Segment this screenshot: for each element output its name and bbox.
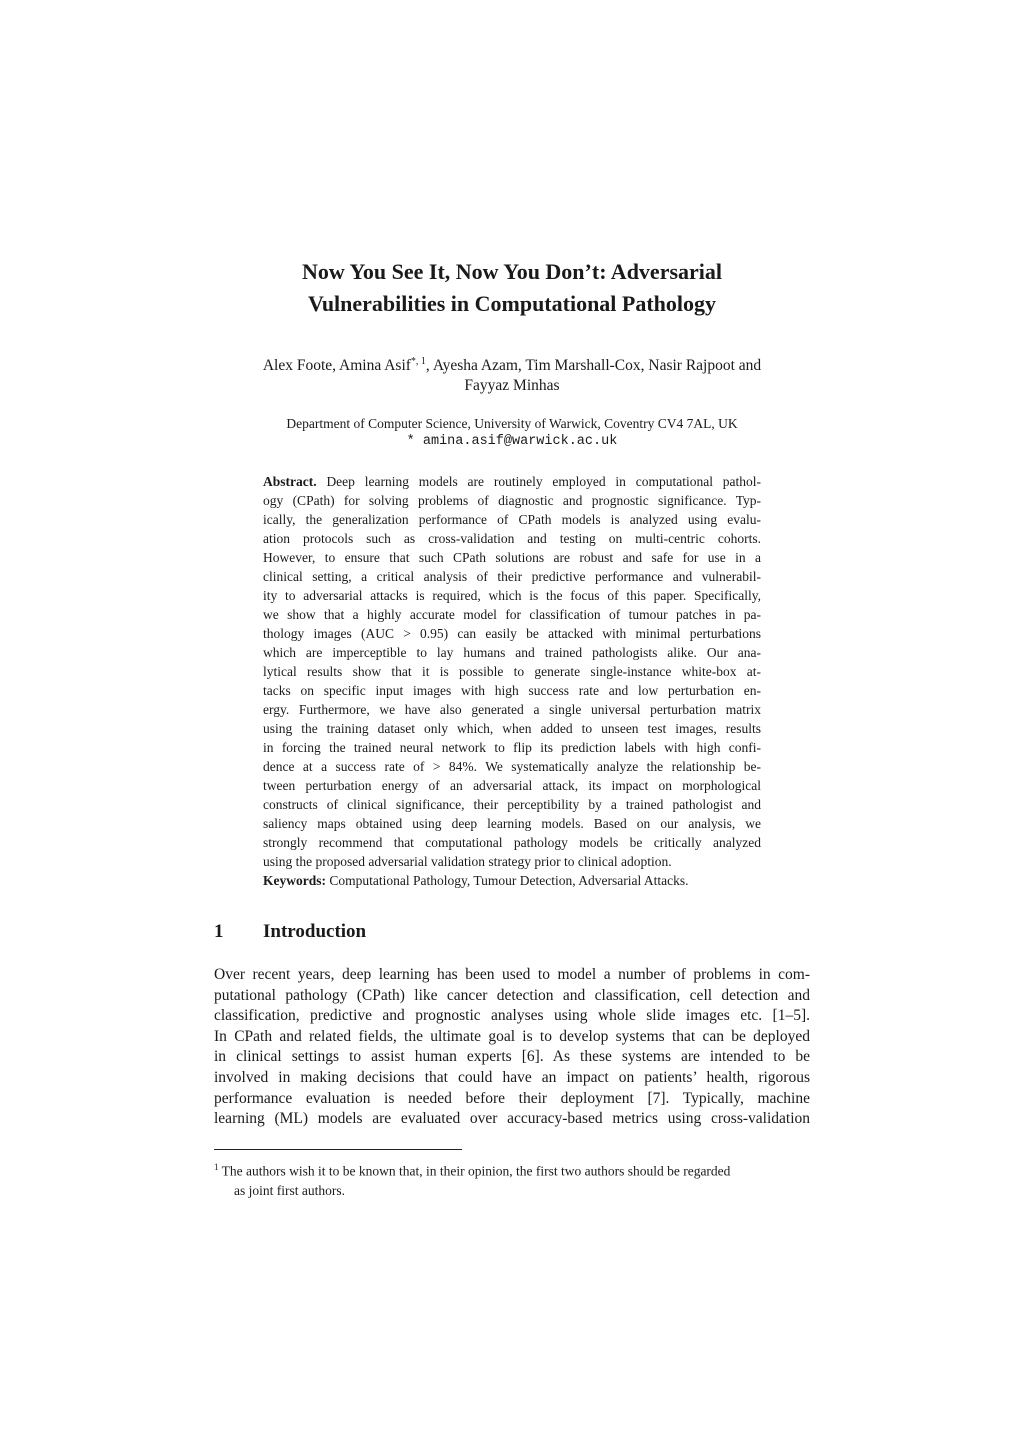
abstract-line: using the proposed adversarial validation strategy prior to clinical adoption. bbox=[263, 854, 672, 869]
abstract-line: ergy. Furthermore, we have also generated a single universal perturbation matrix bbox=[263, 702, 761, 717]
intro-line: classification, predictive and prognostic analyses using whole slide images etc. [1–5]. bbox=[214, 1007, 810, 1025]
intro-line: Over recent years, deep learning has been used to model a number of problems in com- bbox=[214, 966, 810, 983]
abstract-line: constructs of clinical significance, their perceptibility by a trained pathologist and bbox=[263, 797, 761, 812]
affiliation: Department of Computer Science, University of Warwick, Coventry CV4 7AL, UK bbox=[286, 416, 738, 431]
keywords-line bbox=[263, 871, 761, 890]
abstract-line: Abstract. Deep learning models are routinely employed in computational pathol- bbox=[263, 474, 762, 489]
intro-line: putational pathology (CPath) like cancer detection and classification, cell detection and bbox=[214, 986, 810, 1004]
corresponding-mark: *, 1 bbox=[410, 355, 426, 367]
abstract-line: saliency maps obtained using deep learning models. Based on our analysis, we bbox=[263, 816, 761, 831]
title-line-2: Vulnerabilities in Computational Pathology bbox=[307, 291, 717, 316]
intro-line: In CPath and related fields, the ultimate goal is to develop systems that can be deployed bbox=[214, 1027, 810, 1045]
title-line-1: Now You See It, Now You Don’t: Adversarial bbox=[301, 259, 723, 284]
abstract-line: ity to adversarial attacks is required, which is the focus of this paper. Specifically, bbox=[263, 588, 761, 603]
intro-line: performance evaluation is needed before their deployment [7]. Typically, machine bbox=[214, 1089, 810, 1107]
footnote-line-1: $^1$ The authors wish it to be known that, in their opinion, the first two authors should be regarded bbox=[214, 1162, 731, 1179]
abstract-line: thology images (AUC > 0.95) can easily be attacked with minimal perturbations bbox=[263, 626, 761, 641]
paper-title bbox=[0, 256, 1024, 320]
abstract-label: Abstract. bbox=[263, 474, 317, 489]
footnote-mark: 1 bbox=[214, 1162, 219, 1172]
footnote bbox=[214, 1158, 810, 1200]
intro-line: learning (ML) models are evaluated over accuracy-based metrics using cross-validation bbox=[214, 1110, 810, 1128]
abstract-line: strongly recommend that computational pathology models be critically analyzed bbox=[263, 835, 761, 850]
abstract-line: lytical results show that it is possible to generate single-instance white-box at- bbox=[263, 664, 761, 679]
abstract-line: dence at a success rate of > 84%. We systematically analyze the relationship be- bbox=[263, 759, 761, 774]
section-title: Introduction bbox=[263, 921, 367, 942]
abstract bbox=[263, 472, 761, 890]
abstract-line: tween perturbation energy of an adversarial attack, its impact on morphological bbox=[263, 778, 761, 793]
abstract-line: using the training dataset only which, when added to unseen test images, results bbox=[263, 721, 761, 736]
author-line-2: Fayyaz Minhas bbox=[464, 377, 560, 394]
keywords: Computational Pathology, Tumour Detection, Adversarial Attacks. bbox=[329, 873, 689, 888]
intro-line: involved in making decisions that could have an impact on patients’ health, rigorous bbox=[214, 1068, 810, 1086]
abstract-line: ically, the generalization performance of CPath models is analyzed using evalu- bbox=[263, 512, 761, 527]
abstract-line: we show that a highly accurate model for classification of tumour patches in pa- bbox=[263, 607, 761, 622]
intro-line: in clinical settings to assist human experts [6]. As these systems are intended to be bbox=[214, 1048, 810, 1066]
author-list bbox=[0, 356, 1024, 396]
introduction-body bbox=[214, 965, 810, 1130]
abstract-line: which are imperceptible to lay humans and trained pathologists alike. Our ana- bbox=[263, 645, 761, 660]
abstract-line: However, to ensure that such CPath solutions are robust and safe for use in a bbox=[263, 550, 761, 565]
keywords-label: Keywords: bbox=[263, 873, 326, 888]
authors-prefix: Alex Foote, Amina Asif bbox=[262, 357, 411, 374]
abstract-line: in forcing the trained neural network to flip its prediction labels with high confi- bbox=[263, 740, 761, 755]
section-heading-introduction bbox=[214, 920, 366, 944]
contact-email: * amina.asif@warwick.ac.uk bbox=[406, 434, 618, 449]
abstract-line: ogy (CPath) for solving problems of diagnostic and prognostic significance. Typ- bbox=[263, 493, 761, 508]
footnote-divider bbox=[214, 1149, 462, 1150]
authors-suffix: , Ayesha Azam, Tim Marshall-Cox, Nasir Rajpoot and bbox=[425, 357, 762, 374]
abstract-line: clinical setting, a critical analysis of their predictive performance and vulnerabil- bbox=[263, 569, 761, 584]
author-line-1 bbox=[0, 356, 1024, 376]
footnote-line-2: as joint first authors. bbox=[234, 1182, 345, 1198]
section-number: 1 bbox=[214, 921, 224, 942]
abstract-line: tacks on specific input images with high success rate and low perturbation en- bbox=[263, 683, 761, 698]
abstract-line: ation protocols such as cross-validation and testing on multi-centric cohorts. bbox=[263, 531, 761, 546]
